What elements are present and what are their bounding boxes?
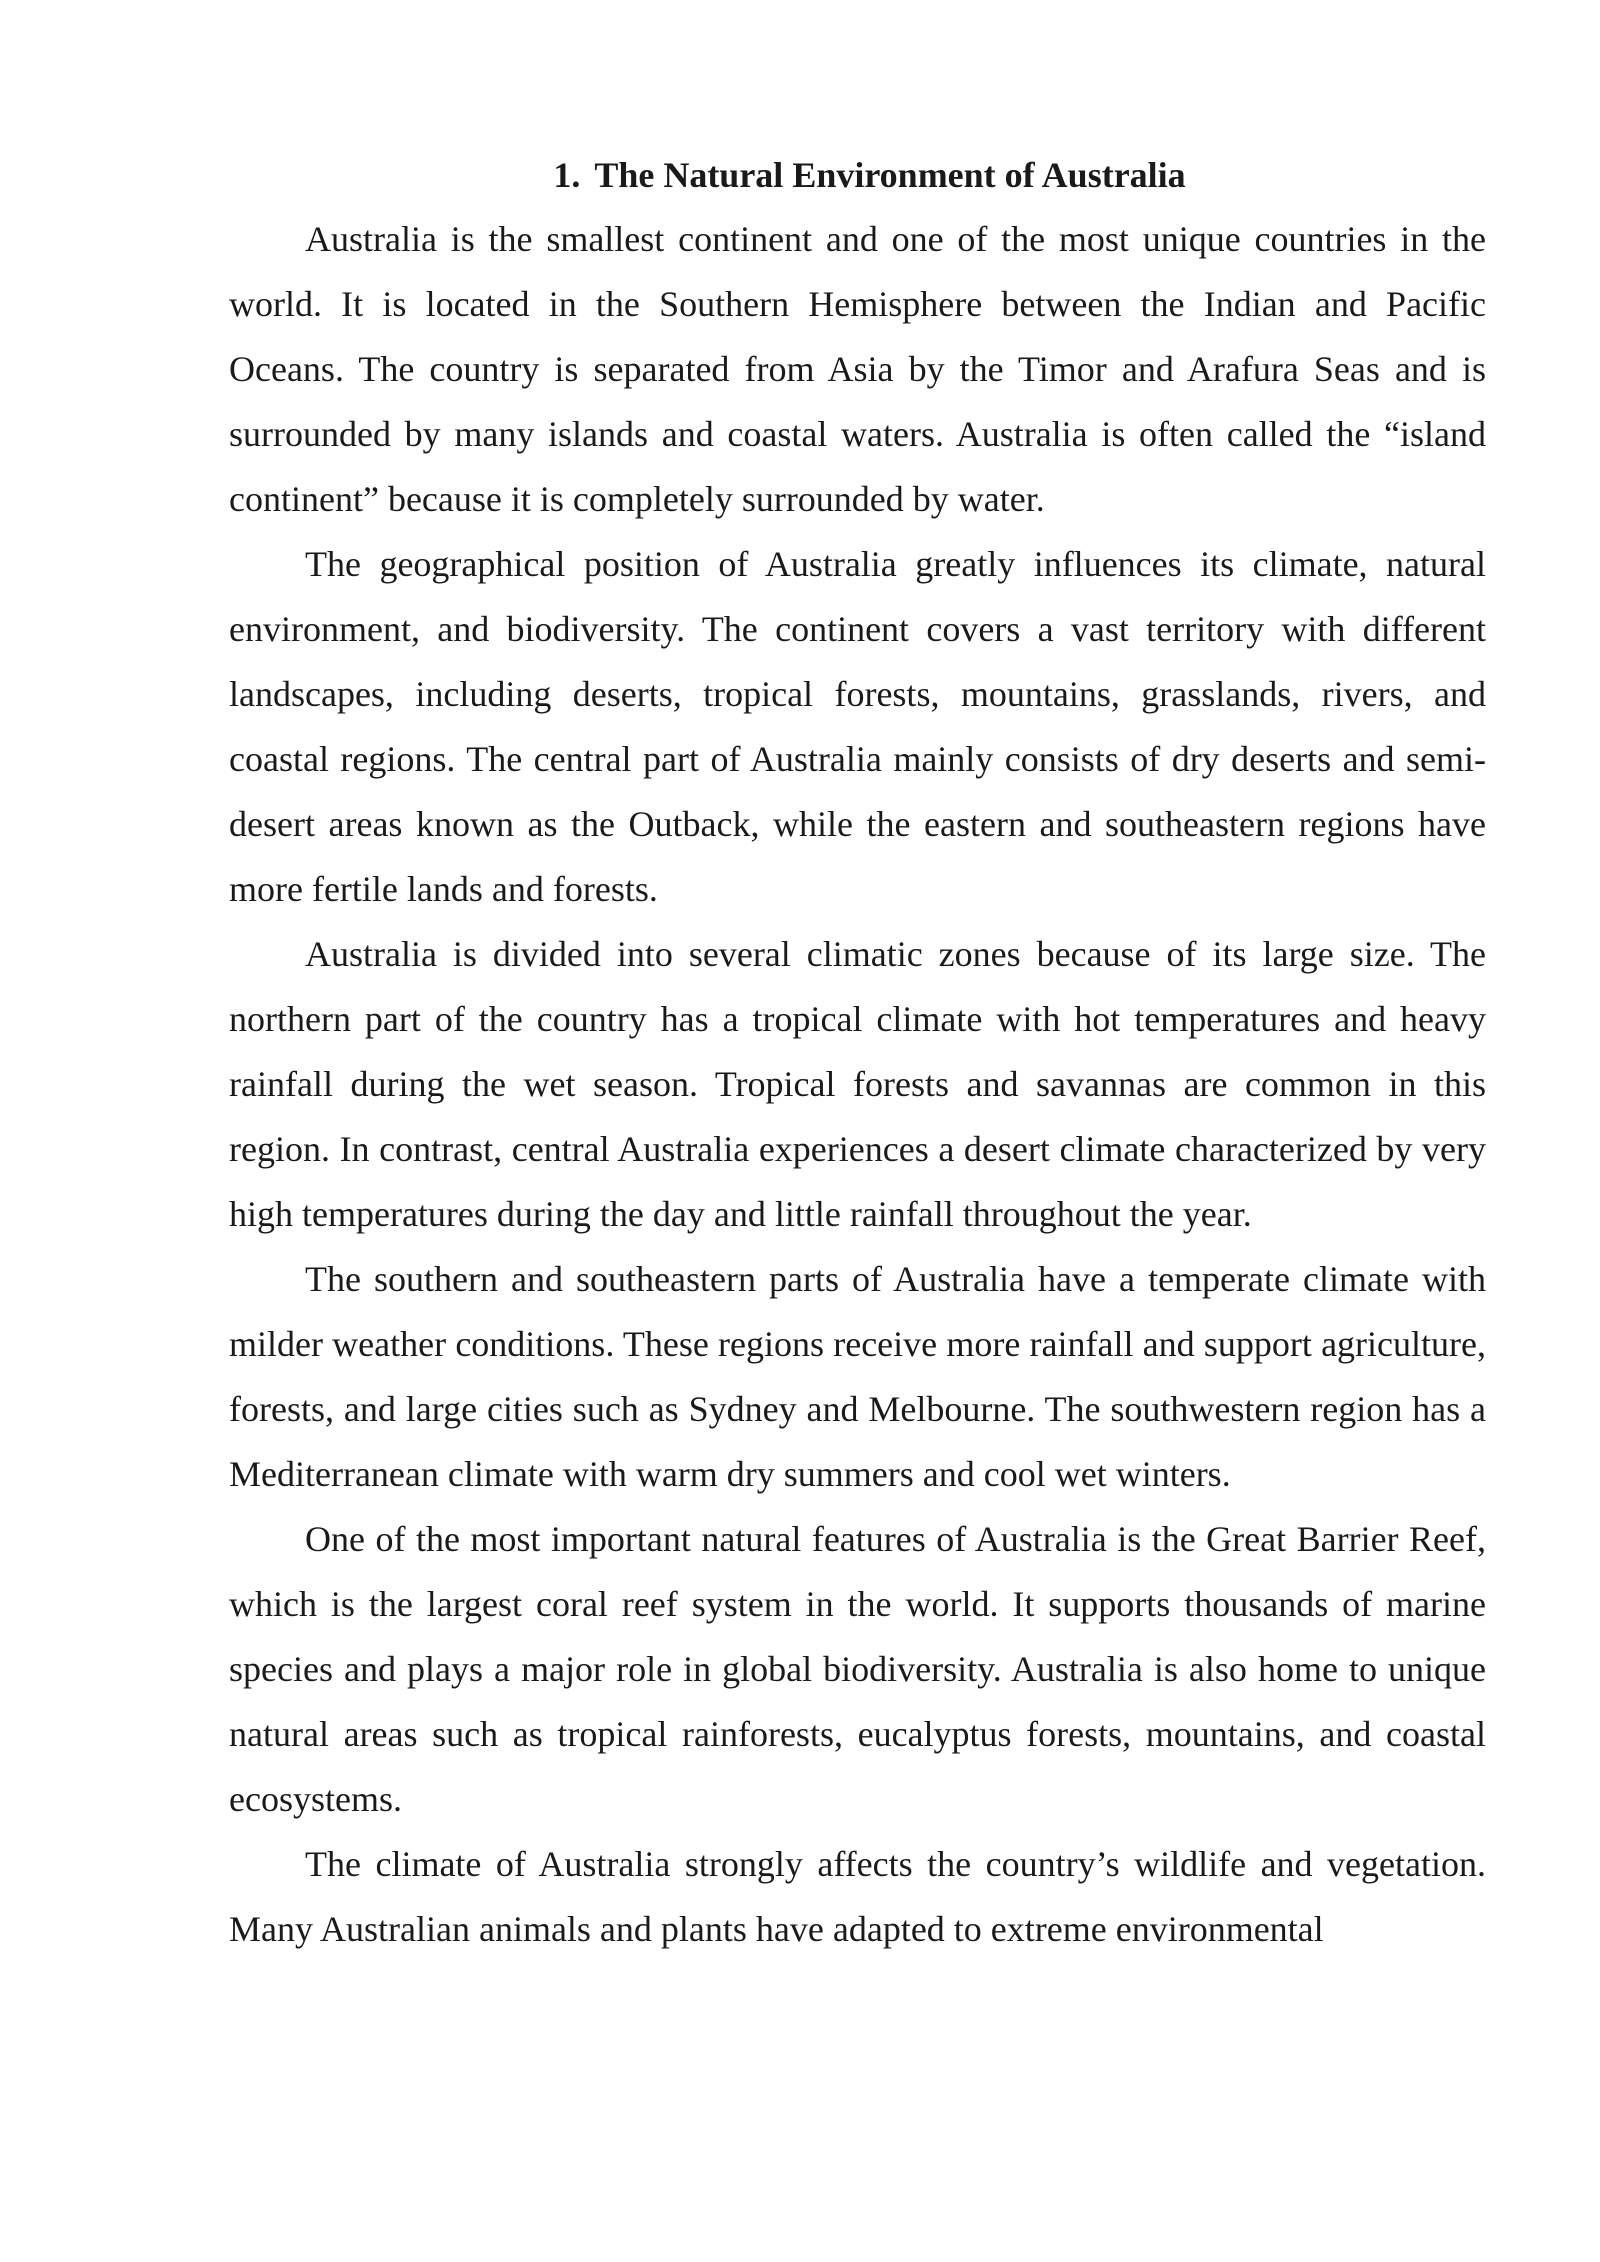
section-title: The Natural Environment of Australia — [594, 155, 1186, 195]
document-body — [229, 150, 1486, 1962]
paragraph: The climate of Australia strongly affects the country’s wildlife and vegetation. Many Australian animals and plants have adapted to extreme environmental — [229, 1844, 1486, 1949]
paragraph: One of the most important natural features of Australia is the Great Barrier Reef, which is the largest coral reef system in the world. It supports thousands of marine species and plays a major role in global biodiversity. Australia is also home to unique natural areas such as tropical rainforests, eucalyptus forests, mountains, and coastal ecosystems. — [229, 1519, 1486, 1819]
section-number: 1. — [553, 155, 581, 195]
paragraph: The geographical position of Australia greatly influences its climate, natural environment, and biodiversity. The continent covers a vast territory with different landscapes, including deserts, tropical forests, mountains, grasslands, rivers, and coastal regions. The central part of Australia mainly consists of dry deserts and semi-desert areas known as the Outback, while the eastern and southeastern regions have more fertile lands and forests. — [229, 544, 1486, 909]
section-heading — [229, 150, 1486, 200]
paragraph: The southern and southeastern parts of Australia have a temperate climate with milder weather conditions. These regions receive more rainfall and support agriculture, forests, and large cities such as Sydney and Melbourne. The southwestern region has a Mediterranean climate with warm dry summers and cool wet winters. — [229, 1259, 1486, 1494]
paragraph: Australia is the smallest continent and one of the most unique countries in the world. It is located in the Southern Hemisphere between the Indian and Pacific Oceans. The country is separated from Asia by the Timor and Arafura Seas and is surrounded by many islands and coastal waters. Australia is often called the “island continent” because it is completely surrounded by water. — [229, 219, 1486, 519]
paragraph: Australia is divided into several climatic zones because of its large size. The northern part of the country has a tropical climate with hot temperatures and heavy rainfall during the wet season. Tropical forests and savannas are common in this region. In contrast, central Australia experiences a desert climate characterized by very high temperatures during the day and little rainfall throughout the year. — [229, 934, 1486, 1234]
